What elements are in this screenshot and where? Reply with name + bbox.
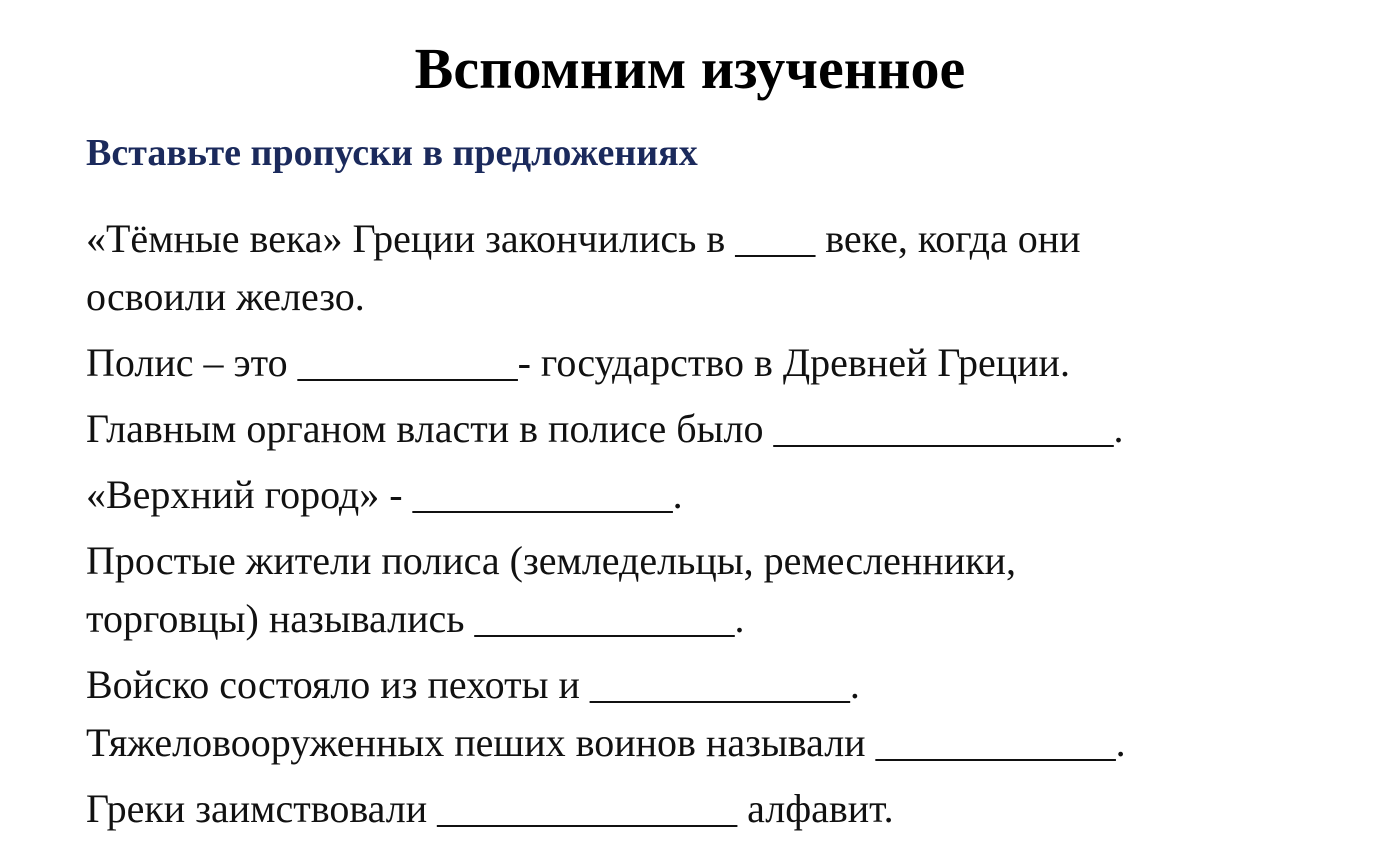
sentence-heavy-infantry (86, 714, 1336, 772)
sentence-army (86, 656, 1336, 714)
sentence-line: Полис – это ___________- государство в Древней Греции. (86, 340, 1070, 385)
sentence-common-citizens (86, 532, 1336, 648)
sentence-upper-city (86, 466, 1336, 524)
sentence-line: Войско состояло из пехоты и _____________. (86, 662, 860, 707)
task-instruction: Вставьте пропуски в предложениях (86, 132, 698, 174)
sentence-line: Главным органом власти в полисе было _________________. (86, 406, 1124, 451)
sentence-list (86, 210, 1336, 846)
sentence-line: «Верхний город» - _____________. (86, 472, 683, 517)
sentence-polis (86, 334, 1336, 392)
sentence-line: Тяжеловооруженных пеших воинов называли ____________. (86, 720, 1126, 765)
sentence-line: освоили железо. (86, 274, 365, 319)
sentence-line: «Тёмные века» Греции закончились в ____ веке, когда они (86, 216, 1081, 261)
sentence-line: Простые жители полиса (земледельцы, ремесленники, (86, 538, 1016, 583)
sentence-main-authority (86, 400, 1336, 458)
sentence-line: торговцы) назывались _____________. (86, 596, 745, 641)
sentence-dark-ages (86, 210, 1336, 326)
sentence-line: Греки заимствовали _______________ алфавит. (86, 786, 894, 831)
page-title: Вспомним изученное (414, 36, 966, 101)
sentence-alphabet (86, 780, 1336, 838)
